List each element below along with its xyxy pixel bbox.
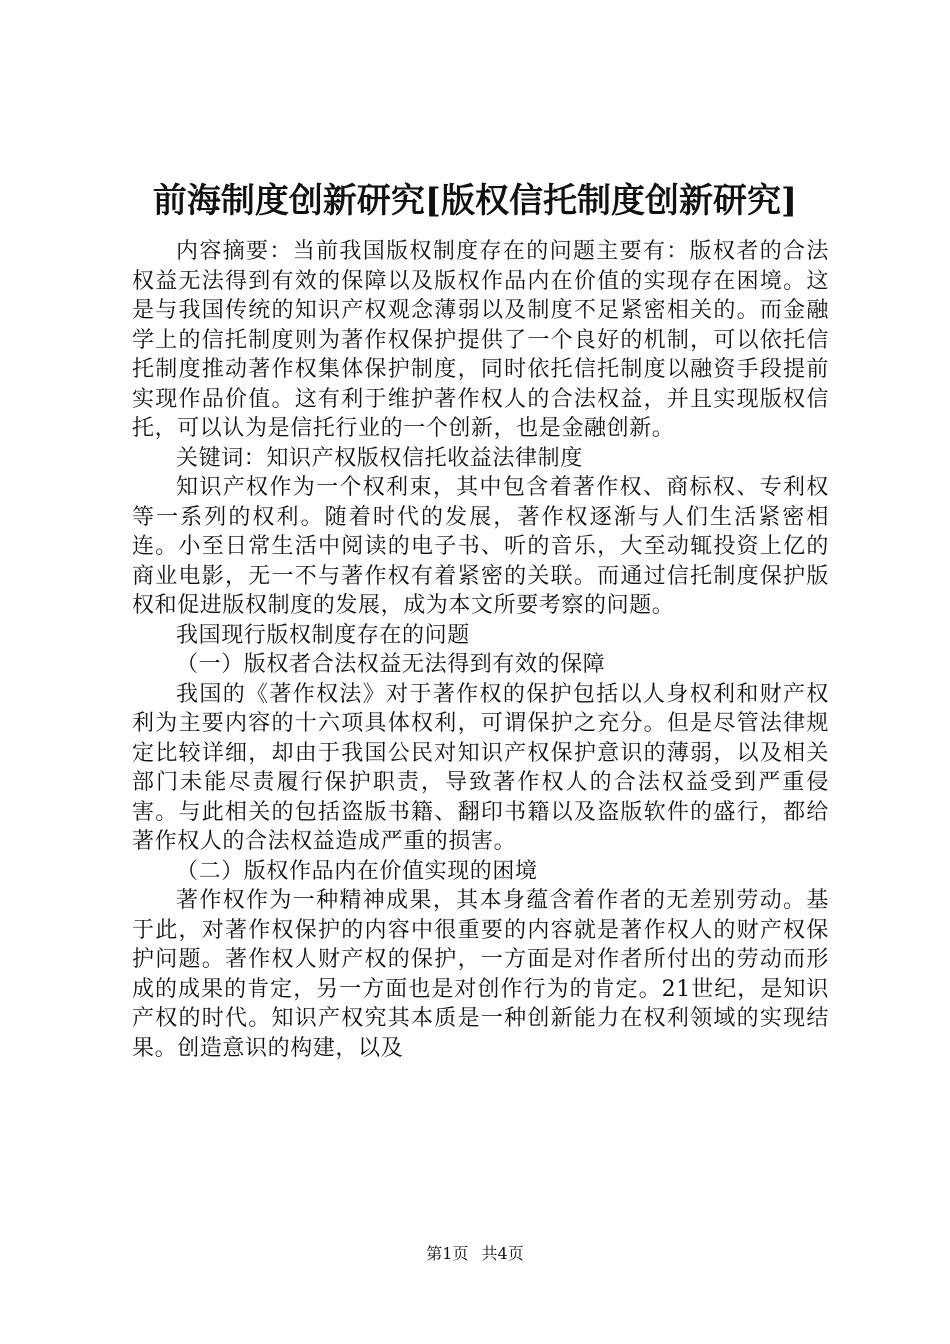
page-total: 共4页 xyxy=(481,1244,524,1263)
section-heading: 我国现行版权制度存在的问题 xyxy=(176,622,470,648)
document-title: 前海制度创新研究[版权信托制度创新研究] xyxy=(152,181,798,221)
intro-paragraph: 知识产权作为一个权利束，其中包含着著作权、商标权、专利权等一系列的权利。随着时代的发展，著作权逐渐与人们生活紧密相连。小至日常生活中阅读的电子书、听的音乐，大至动辄投资上亿的商业电影，无一不与著作权有着紧密的关联。而通过信托制度保护版权和促进版权制度的发展，成为本文所要考察的问题。 xyxy=(132,475,829,618)
body-paragraph: 著作权作为一种精神成果，其本身蕴含着作者的无差别劳动。基于此，对著作权保护的内容中很重要的内容就是著作权人的财产权保护问题。著作权人财产权的保护，一方面是对作者所付出的劳动而形成的成果的肯定，另一方面也是对创作行为的肯定。21世纪，是知识产权的时代。知识产权究其本质是一种创新能力在权利领域的实现结果。创造意识的构建，以及 xyxy=(132,888,829,1061)
body-paragraph: 我国的《著作权法》对于著作权的保护包括以人身权利和财产权利为主要内容的十六项具体权利，可谓保护之充分。但是尽管法律规定比较详细，却由于我国公民对知识产权保护意识的薄弱，以及相关部门未能尽责履行保护职责，导致著作权人的合法权益受到严重侵害。与此相关的包括盗版书籍、翻印书籍以及盗版软件的盛行，都给著作权人的合法权益造成严重的损害。 xyxy=(132,681,829,854)
page-number: 第1页 xyxy=(426,1244,469,1263)
document-body xyxy=(132,237,829,1063)
subsection-heading-1: （一）版权者合法权益无法得到有效的保障 xyxy=(176,652,606,677)
keywords-paragraph: 关键词：知识产权版权信托收益法律制度 xyxy=(176,445,583,471)
page-footer xyxy=(0,1244,950,1264)
subsection-heading-2: （二）版权作品内在价值实现的困境 xyxy=(176,858,538,884)
abstract-paragraph: 内容摘要：当前我国版权制度存在的问题主要有：版权者的合法权益无法得到有效的保障以及版权作品内在价值的实现存在困境。这是与我国传统的知识产权观念薄弱以及制度不足紧密相关的。而金融学上的信托制度则为著作权保护提供了一个良好的机制，可以依托信托制度推动著作权集体保护制度，同时依托信托制度以融资手段提前实现作品价值。这有利于维护著作权人的合法权益，并且实现版权信托，可以认为是信托行业的一个创新，也是金融创新。 xyxy=(132,239,829,441)
